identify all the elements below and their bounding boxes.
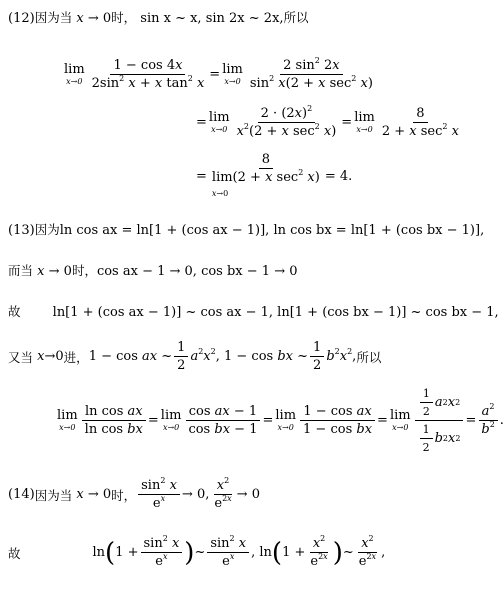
p13-label: (13) <box>8 223 35 238</box>
fraction: $\frac{\sin^2 x}{e^x}$ <box>207 536 249 569</box>
fraction: $\frac{\sin^2 x}{e^x}$ <box>138 478 180 511</box>
p13-gu: 故 <box>8 304 21 319</box>
p12-eq-line2: = lim x→0 $\frac{2 \cdot (2x)^2}{x^2(2 + x \sec^2 x)}$ = lim x→0 $\frac{8}{2 + x \sec^2 x}$ <box>196 106 464 139</box>
p12-result: = 4. <box>324 168 353 184</box>
p12-eq-line3: = 8 lim(2 + x $\sec^2 x$) x→0 = 4. <box>196 152 353 198</box>
fraction: $\frac{a^2}{b^2}$ <box>478 404 497 437</box>
p12-heading: (12)因为当 x → 0时， sin x ~ x, sin 2x ~ 2x,所以 <box>8 10 309 26</box>
p13-line2-rest: cos ax − 1 → 0, cos bx − 1 → 0 <box>96 264 298 279</box>
lim-operator: lim x→0 <box>222 62 243 86</box>
fraction: 8 lim(2 + x $\sec^2 x$) x→0 <box>211 152 320 198</box>
fraction: $\frac{1}{2}$ <box>174 340 188 373</box>
p13-so: 所以 <box>356 349 382 365</box>
p13-line2: 而当 x → 0时，cos ax − 1 → 0, cos bx − 1 → 0 <box>8 263 298 279</box>
p13-line2-intro: 而当 <box>8 263 34 278</box>
p14-line2: 故 ln ( 1 + $\frac{\sin^2 x}{e^x}$ ) ~ $\frac{\sin^2 x}{e^x}$ , ln ( 1 + $\frac{x^2}{e^{2x}}$ ) ~ $\frac{x^2}{e^{2x}}$ , <box>8 534 386 569</box>
p12-so: 所以 <box>283 10 309 25</box>
p13-intro: 因为 <box>34 222 60 237</box>
fraction: $\frac{\sin^2 x}{e^x}$ <box>141 536 183 569</box>
lim-operator: lim x→0 <box>64 62 85 86</box>
p13-line4: 又当 x→0 进， 1 − cos ax ~ $\frac{1}{2}$ $a^2x^2$, 1 − cos bx ~ $\frac{1}{2}$ $b^2x^2$, 所以 <box>8 340 382 373</box>
fraction: $\frac{1 - \cos 4x}{2\sin^2 x + x \tan^2 x}$ <box>91 58 205 91</box>
p13-line3-text: ln[1 + (cos ax − 1)] ~ cos ax − 1, ln[1 + (cos bx − 1)] ~ cos bx − 1, <box>52 305 499 320</box>
lim-operator: lim x→0 <box>389 408 411 432</box>
fraction: $\frac{x^2}{e^{2x}}$ <box>358 534 377 569</box>
p12-when: 时， <box>111 10 137 25</box>
p12-eq-line1: lim x→0 $\frac{1 - \cos 4x}{2\sin^2 x + x \tan^2 x}$ = lim x→0 $\frac{2 \sin^2 2x}{\sin^2 x(2 + x \sec^2 x)}$ <box>62 58 378 91</box>
p14-line1: (14) 因为当 x → 0 时， $\frac{\sin^2 x}{e^x}$ → 0, $\frac{x^2}{e^{2x}}$ → 0 <box>8 476 260 511</box>
p14-when: 时， <box>111 487 137 503</box>
fraction: $\frac{2 \cdot (2x)^2}{x^2(2 + x \sec^2 x)}$ <box>236 104 337 139</box>
fraction: $\frac{1}{2}$ <box>310 340 324 373</box>
fraction: $\frac{\text{ln cos ax}}{\text{ln cos bx}}$ <box>82 404 146 437</box>
p13-line2-when: 时， <box>71 263 97 278</box>
fraction: $\frac{2 \sin^2 2x}{\sin^2 x(2 + x \sec^2 x)}$ <box>249 56 373 91</box>
p13-line4-when: 进， <box>63 349 89 365</box>
lim-operator: lim x→0 <box>275 408 297 432</box>
fraction: $\frac{x^2}{e^{2x}}$ <box>214 476 232 511</box>
p13-line1-text: ln cos ax = ln[1 + (cos ax − 1)], ln cos bx = ln[1 + (cos bx − 1)], <box>59 223 485 238</box>
p14-gu: 故 <box>8 545 21 561</box>
p14-intro: 因为当 <box>34 487 73 503</box>
p12-label: (12) <box>8 11 35 26</box>
fraction: $\frac{\text{cos ax − 1}}{\text{cos bx − 1}}$ <box>185 404 260 437</box>
fraction: $\frac{1}{2}$ a 2 x 2 $\frac{1}{2}$ b 2 x 2 <box>415 386 464 455</box>
fraction: $\frac{\text{1 − cos ax}}{\text{1 − cos bx}}$ <box>300 404 375 437</box>
p12-equiv: sin x ~ x, sin 2x ~ 2x, <box>140 11 284 26</box>
lim-operator: lim x→0 <box>208 110 230 134</box>
p13-line3 <box>8 304 499 321</box>
lim-operator: lim x→0 <box>160 408 182 432</box>
fraction: $\frac{x^2}{e^{2x}}$ <box>310 534 328 569</box>
lim-operator: lim x→0 <box>354 110 375 134</box>
lim-operator: lim x→0 <box>57 408 78 432</box>
p13-line1 <box>8 222 484 239</box>
p13-eq: lim x→0 $\frac{\text{ln cos ax}}{\text{ln cos bx}}$ = lim x→0 $\frac{\text{cos ax − 1}}{\text{cos bx − 1}}$ = lim x→0 $\frac{\text{1 − cos ax}}{\text{1 − cos bx}}$ = lim x→0 $\frac{1}{2}$ a 2 x 2 $\frac{1}{2}$ b 2 x 2 = $\frac{a^2}{b^2}$ . <box>57 387 504 454</box>
fraction: $\frac{8}{2 + x \sec^2 x}$ <box>381 106 459 139</box>
p13-line4-intro: 又当 <box>8 349 34 365</box>
p12-intro: 因为当 <box>34 10 73 25</box>
p14-label: (14) <box>8 487 35 502</box>
